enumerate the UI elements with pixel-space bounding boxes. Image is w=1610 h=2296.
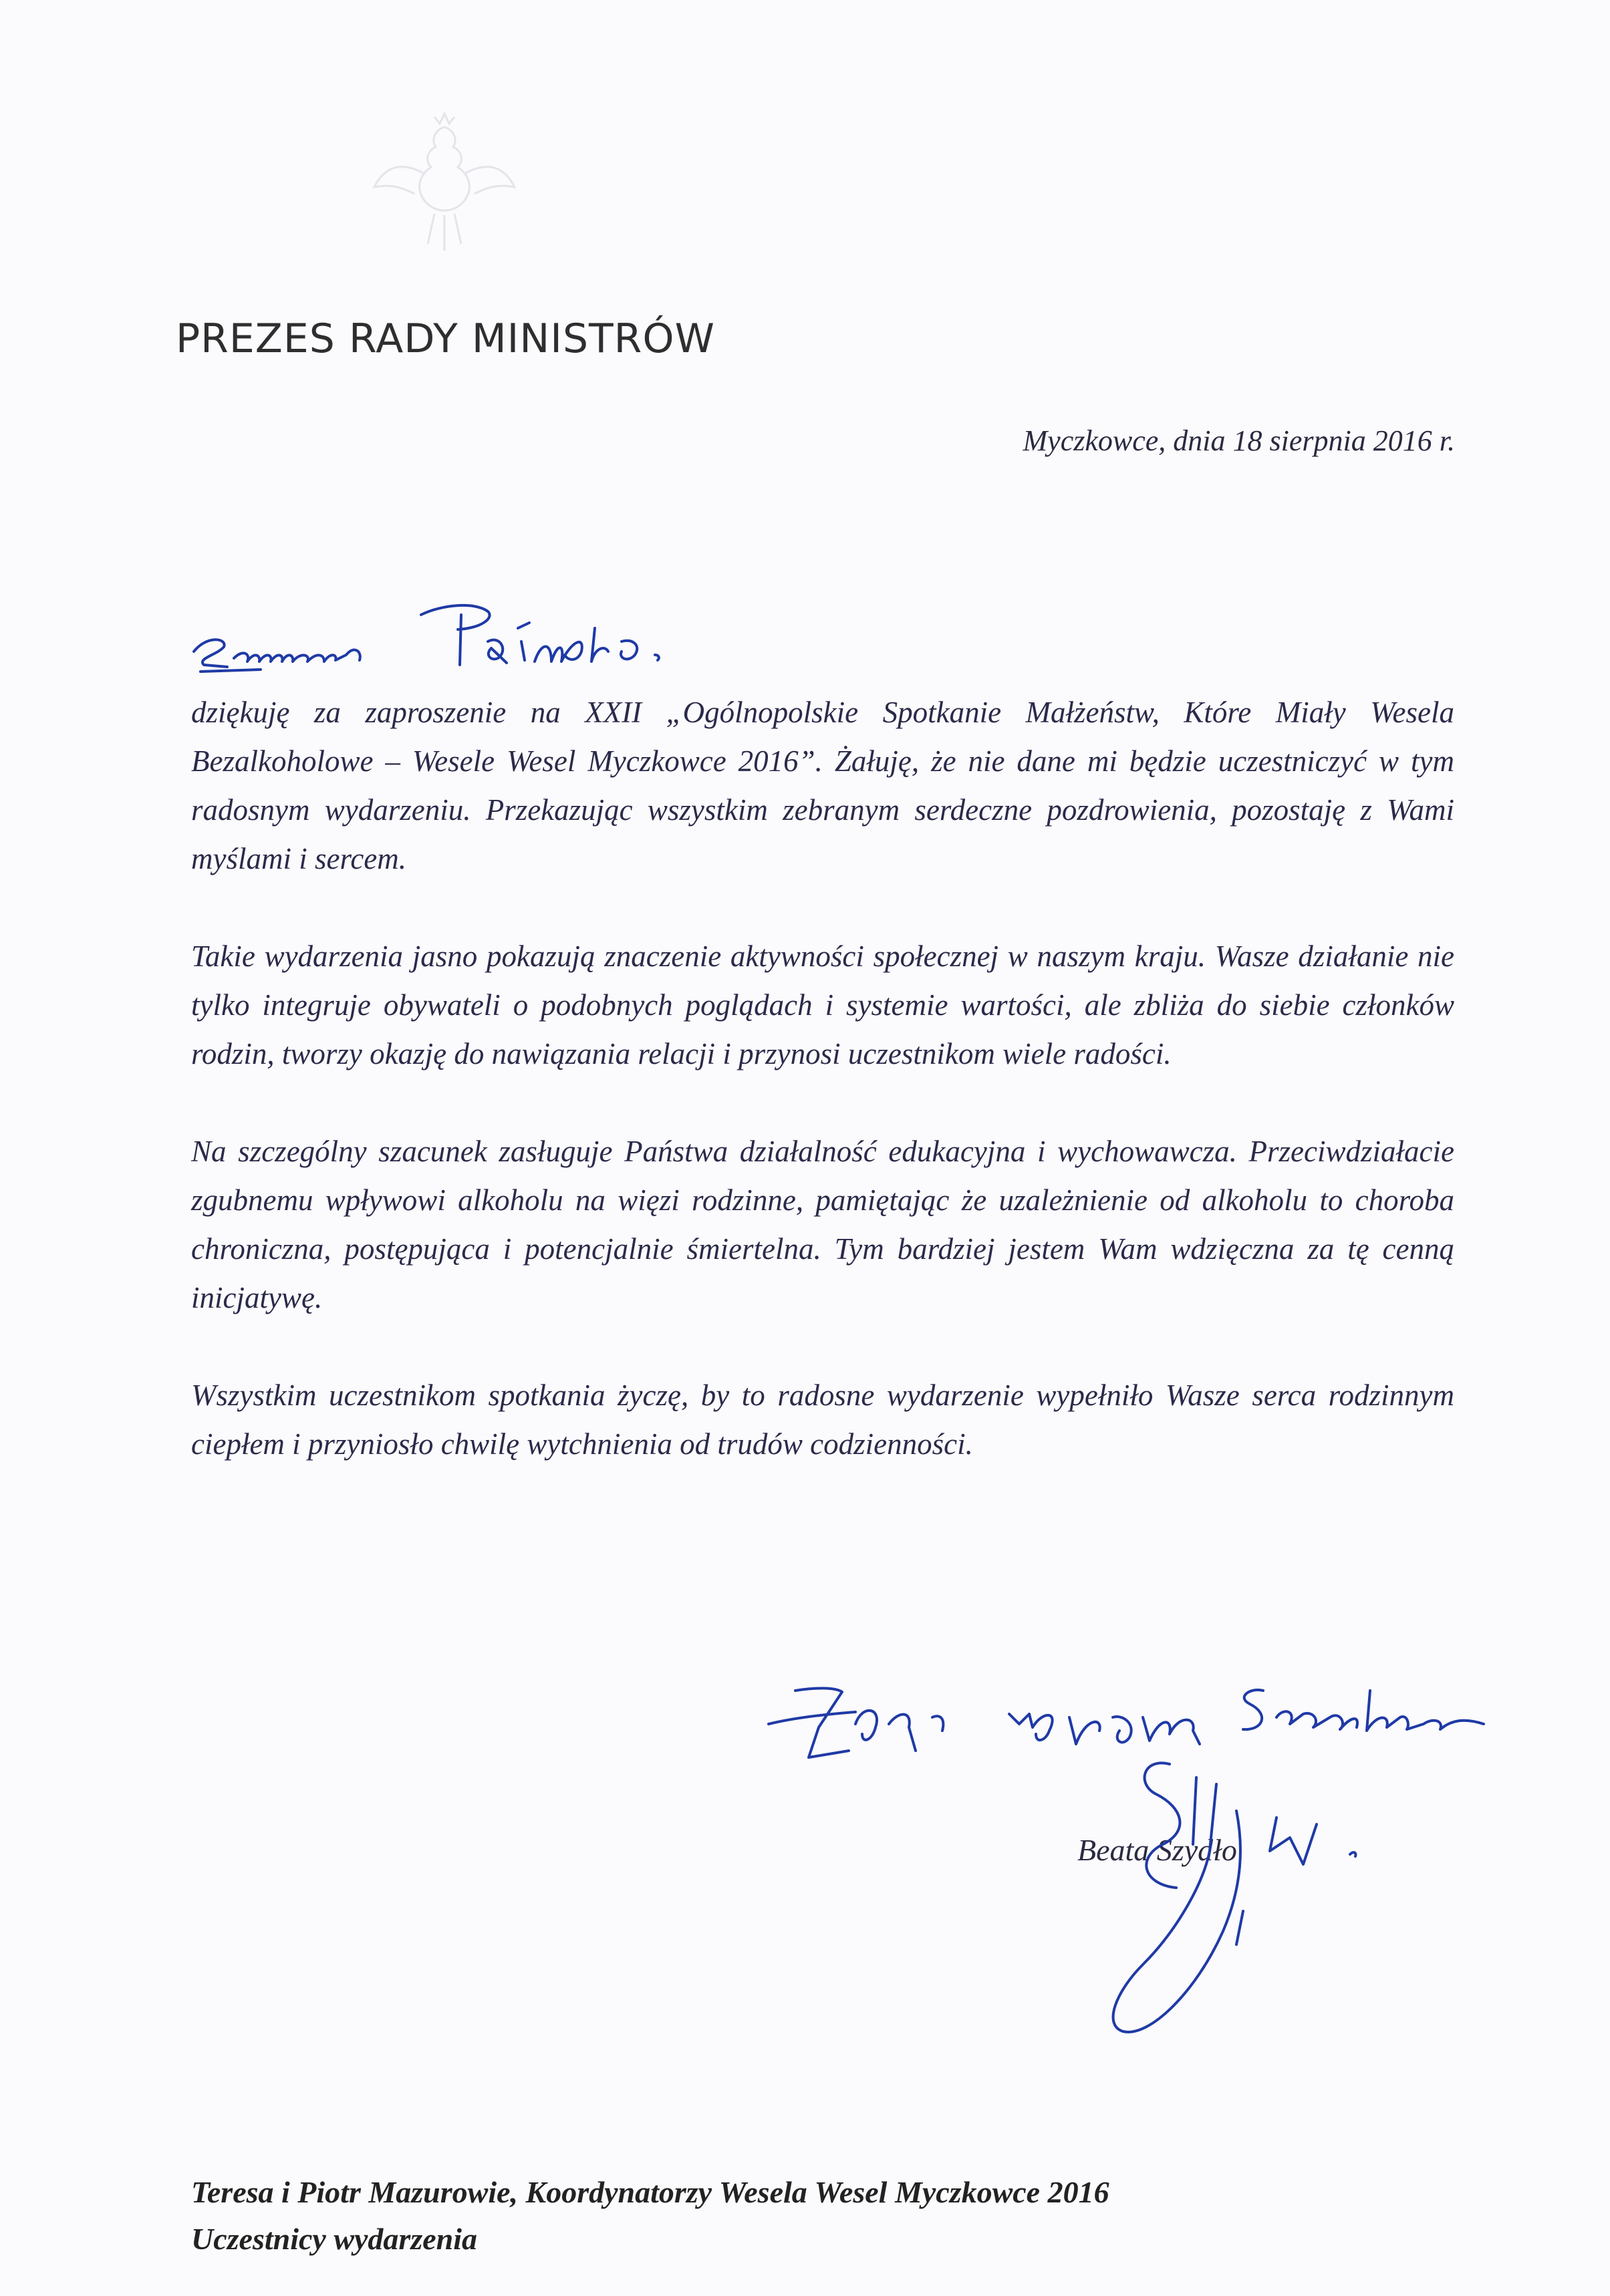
- handwritten-signature: [1043, 1711, 1470, 2045]
- recipients-line-1: Teresa i Piotr Mazurowie, Koordynatorzy Wesela Wesel Myczkowce 2016: [191, 2175, 1109, 2209]
- recipients-line-2: Uczestnicy wydarzenia: [191, 2222, 478, 2256]
- body-paragraph-1: dziękuję za zaproszenie na XXII „Ogólnopolskie Spotkanie Małżeństw, Które Miały Wesela Bezalkoholowe – Wesele Wesel Myczkowce 2016”. Żałuję, że nie dane mi będzie uczestniczyć w tym radosnym wydarzeniu. Przekazując wszystkim zebranym serdeczne pozdrowienia, pozostaję z Wami myślami i sercem.: [191, 696, 1454, 875]
- body-paragraph-3: Na szczególny szacunek zasługuje Państwa działalność edukacyjna i wychowawcza. Przeciwdziałacie zgubnemu wpływowi alkoholu na więzi rodzinne, pamiętając że uzależnienie od alkoholu to choroba chroniczna, postępująca i potencjalnie śmiertelna. Tym bardziej jestem Wam wdzięczna za tę cenną inicjatywę.: [191, 1135, 1454, 1314]
- handwritten-salutation: [187, 588, 822, 682]
- letterhead-title: PREZES RADY MINISTRÓW: [176, 315, 715, 362]
- body-paragraph-2: Takie wydarzenia jasno pokazują znaczenie aktywności społecznej w naszym kraju. Wasze działanie nie tylko integruje obywateli o podobnych poglądach i systemie wartości, ale zbliża do siebie członków rodzin, tworzy okazję do nawiązania relacji i przynosi uczestnikom wiele radości.: [191, 940, 1454, 1070]
- eagle-emblem-icon: [361, 100, 528, 281]
- body-paragraph-4: Wszystkim uczestnikom spotkania życzę, by to radosne wydarzenie wypełniło Wasze serca rodzinnym ciepłem i przyniosło chwilę wytchnienia od trudów codzienności.: [191, 1379, 1454, 1461]
- recipients-block: [191, 2169, 1109, 2263]
- signer-name: Beata Szydło: [1077, 1833, 1237, 1867]
- date-line: Myczkowce, dnia 18 sierpnia 2016 r.: [1023, 424, 1455, 457]
- letter-body: [191, 688, 1454, 1518]
